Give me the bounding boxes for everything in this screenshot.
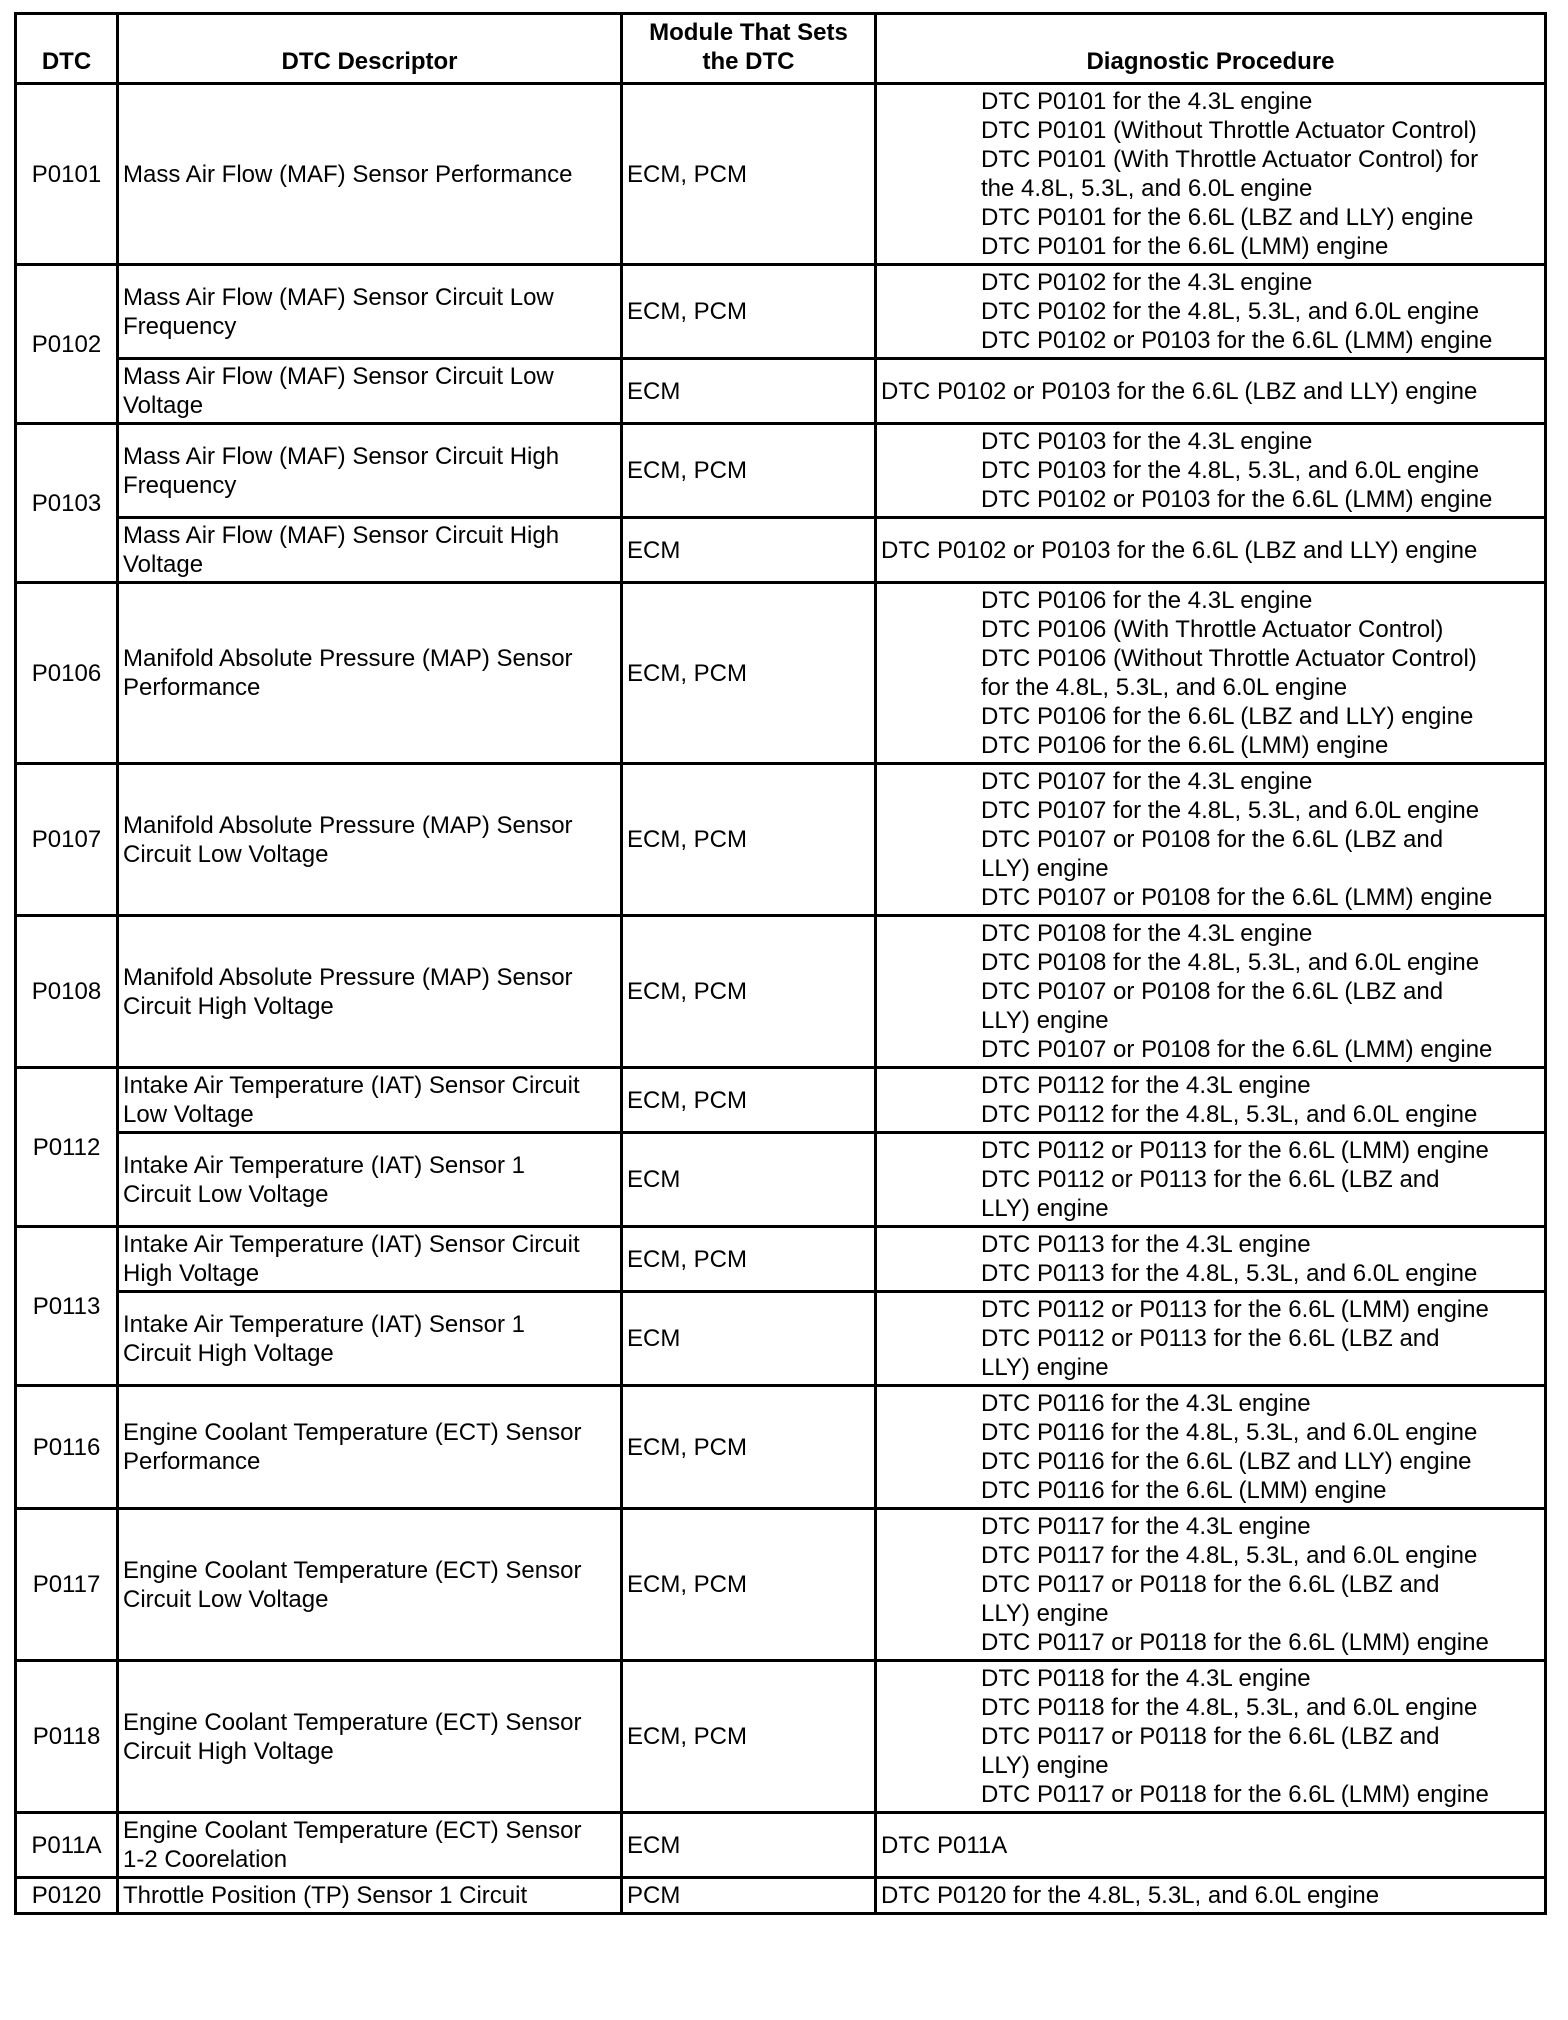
header-descriptor: DTC Descriptor xyxy=(118,14,622,84)
table-row xyxy=(16,424,1546,518)
diagnostic-procedure-cell xyxy=(876,1386,1546,1509)
procedure-line: DTC P0102 or P0103 for the 6.6L (LBZ and LLY) engine xyxy=(881,377,1478,405)
dtc-descriptor-cell: Mass Air Flow (MAF) Sensor Circuit Low Frequency xyxy=(118,265,622,359)
procedure-line: DTC P0107 or P0108 for the 6.6L (LBZ and xyxy=(981,826,1444,853)
dtc-code-cell: P0102 xyxy=(16,265,118,424)
procedure-line: DTC P0102 for the 4.8L, 5.3L, and 6.0L engine xyxy=(981,298,1480,325)
module-cell: ECM, PCM xyxy=(622,916,876,1068)
header-procedure: Diagnostic Procedure xyxy=(876,14,1546,84)
procedure-line: DTC P0116 for the 4.3L engine xyxy=(981,1390,1311,1417)
procedure-line: the 4.8L, 5.3L, and 6.0L engine xyxy=(981,175,1313,202)
procedure-line: LLY) engine xyxy=(981,1195,1109,1222)
procedure-line: DTC P0117 or P0118 for the 6.6L (LBZ and xyxy=(981,1571,1440,1598)
procedure-line: DTC P0106 for the 6.6L (LBZ and LLY) engine xyxy=(981,703,1474,730)
diagnostic-procedure-cell xyxy=(876,764,1546,916)
procedure-line: DTC P0113 for the 4.8L, 5.3L, and 6.0L engine xyxy=(981,1260,1478,1287)
dtc-code-cell: P0120 xyxy=(16,1878,118,1914)
module-cell: ECM, PCM xyxy=(622,1068,876,1133)
procedure-line: DTC P0101 for the 6.6L (LBZ and LLY) engine xyxy=(981,204,1474,231)
diagnostic-procedure-cell xyxy=(876,1133,1546,1227)
table-row xyxy=(16,1509,1546,1661)
module-cell: ECM, PCM xyxy=(622,583,876,764)
table-row xyxy=(16,1813,1546,1878)
module-cell: ECM, PCM xyxy=(622,1661,876,1813)
diagnostic-procedure-cell xyxy=(876,1292,1546,1386)
dtc-descriptor-cell: Intake Air Temperature (IAT) Sensor Circuit High Voltage xyxy=(118,1227,622,1292)
module-cell: ECM, PCM xyxy=(622,84,876,265)
dtc-descriptor-cell: Engine Coolant Temperature (ECT) Sensor 1-2 Coorelation xyxy=(118,1813,622,1878)
procedure-line: DTC P0117 or P0118 for the 6.6L (LBZ and xyxy=(981,1723,1440,1750)
procedure-line: DTC P0103 for the 4.8L, 5.3L, and 6.0L engine xyxy=(981,457,1480,484)
diagnostic-procedure-cell xyxy=(876,359,1546,424)
procedure-line: DTC P0107 or P0108 for the 6.6L (LMM) engine xyxy=(981,884,1493,911)
procedure-line: DTC P0107 or P0108 for the 6.6L (LMM) engine xyxy=(981,1036,1493,1063)
diagnostic-procedure-cell xyxy=(876,1509,1546,1661)
dtc-code-cell: P0106 xyxy=(16,583,118,764)
dtc-code-cell: P0113 xyxy=(16,1227,118,1386)
dtc-descriptor-cell: Mass Air Flow (MAF) Sensor Circuit Low Voltage xyxy=(118,359,622,424)
dtc-descriptor-cell: Intake Air Temperature (IAT) Sensor Circuit Low Voltage xyxy=(118,1068,622,1133)
diagnostic-procedure-cell xyxy=(876,916,1546,1068)
procedure-line: DTC P0120 for the 4.8L, 5.3L, and 6.0L engine xyxy=(881,1882,1380,1909)
dtc-descriptor-cell: Engine Coolant Temperature (ECT) Sensor Circuit High Voltage xyxy=(118,1661,622,1813)
table-row xyxy=(16,916,1546,1068)
table-row xyxy=(16,265,1546,359)
module-cell: ECM xyxy=(622,1133,876,1227)
module-cell: ECM xyxy=(622,359,876,424)
dtc-code-cell: P0112 xyxy=(16,1068,118,1227)
procedure-line: DTC P0101 for the 6.6L (LMM) engine xyxy=(981,233,1389,260)
procedure-line: DTC P011A xyxy=(881,1831,1008,1859)
header-module-line1: Module That Sets xyxy=(649,19,848,46)
diagnostic-procedure-cell xyxy=(876,1878,1546,1914)
dtc-descriptor-cell: Manifold Absolute Pressure (MAP) Sensor Circuit Low Voltage xyxy=(118,764,622,916)
table-row xyxy=(16,1386,1546,1509)
procedure-line: DTC P0113 for the 4.3L engine xyxy=(981,1231,1311,1258)
header-module-line2: the DTC xyxy=(702,48,795,75)
table-header-row xyxy=(16,14,1546,84)
module-cell: PCM xyxy=(622,1878,876,1914)
procedure-line: DTC P0116 for the 6.6L (LBZ and LLY) engine xyxy=(981,1448,1472,1475)
table-row xyxy=(16,1068,1546,1133)
procedure-line: LLY) engine xyxy=(981,1752,1109,1779)
diagnostic-procedure-cell xyxy=(876,265,1546,359)
header-dtc: DTC xyxy=(16,14,118,84)
dtc-code-cell: P011A xyxy=(16,1813,118,1878)
module-cell: ECM, PCM xyxy=(622,764,876,916)
procedure-line: DTC P0108 for the 4.8L, 5.3L, and 6.0L engine xyxy=(981,949,1480,976)
dtc-code-cell: P0117 xyxy=(16,1509,118,1661)
header-module xyxy=(622,14,876,84)
dtc-table xyxy=(14,12,1547,1915)
procedure-line: DTC P0117 or P0118 for the 6.6L (LMM) engine xyxy=(981,1781,1489,1808)
procedure-line: DTC P0117 for the 4.3L engine xyxy=(981,1513,1311,1540)
table-body xyxy=(16,84,1546,1914)
module-cell: ECM, PCM xyxy=(622,1386,876,1509)
procedure-line: DTC P0107 for the 4.3L engine xyxy=(981,768,1313,795)
diagnostic-procedure-cell xyxy=(876,84,1546,265)
dtc-descriptor-cell: Manifold Absolute Pressure (MAP) Sensor Performance xyxy=(118,583,622,764)
procedure-line: DTC P0106 for the 6.6L (LMM) engine xyxy=(981,732,1389,759)
procedure-line: for the 4.8L, 5.3L, and 6.0L engine xyxy=(981,674,1348,701)
diagnostic-procedure-cell xyxy=(876,518,1546,583)
procedure-line: DTC P0102 or P0103 for the 6.6L (LMM) engine xyxy=(981,327,1493,354)
table-row xyxy=(16,764,1546,916)
procedure-line: DTC P0106 (Without Throttle Actuator Control) xyxy=(981,645,1477,672)
diagnostic-procedure-cell xyxy=(876,1227,1546,1292)
dtc-code-cell: P0108 xyxy=(16,916,118,1068)
dtc-code-cell: P0107 xyxy=(16,764,118,916)
dtc-table-container xyxy=(14,12,1544,1915)
dtc-descriptor-cell: Intake Air Temperature (IAT) Sensor 1 Circuit Low Voltage xyxy=(118,1133,622,1227)
procedure-line: LLY) engine xyxy=(981,855,1109,882)
procedure-line: LLY) engine xyxy=(981,1007,1109,1034)
procedure-line: DTC P0116 for the 4.8L, 5.3L, and 6.0L engine xyxy=(981,1419,1478,1446)
dtc-code-cell: P0101 xyxy=(16,84,118,265)
procedure-line: DTC P0102 or P0103 for the 6.6L (LMM) engine xyxy=(981,486,1493,513)
module-cell: ECM xyxy=(622,1292,876,1386)
procedure-line: DTC P0117 or P0118 for the 6.6L (LMM) engine xyxy=(981,1629,1489,1656)
table-row xyxy=(16,359,1546,424)
dtc-descriptor-cell: Engine Coolant Temperature (ECT) Sensor Circuit Low Voltage xyxy=(118,1509,622,1661)
procedure-line: DTC P0112 or P0113 for the 6.6L (LBZ and xyxy=(981,1325,1440,1352)
procedure-line: DTC P0101 (With Throttle Actuator Control) for xyxy=(981,146,1479,173)
dtc-descriptor-cell: Manifold Absolute Pressure (MAP) Sensor Circuit High Voltage xyxy=(118,916,622,1068)
procedure-line: DTC P0107 or P0108 for the 6.6L (LBZ and xyxy=(981,978,1444,1005)
module-cell: ECM, PCM xyxy=(622,265,876,359)
dtc-code-cell: P0118 xyxy=(16,1661,118,1813)
table-row xyxy=(16,1227,1546,1292)
table-row xyxy=(16,518,1546,583)
diagnostic-procedure-cell xyxy=(876,424,1546,518)
procedure-line: LLY) engine xyxy=(981,1600,1109,1627)
dtc-descriptor-cell: Intake Air Temperature (IAT) Sensor 1 Circuit High Voltage xyxy=(118,1292,622,1386)
procedure-line: DTC P0102 for the 4.3L engine xyxy=(981,269,1313,296)
procedure-line: DTC P0103 for the 4.3L engine xyxy=(981,428,1313,455)
module-cell: ECM, PCM xyxy=(622,1509,876,1661)
table-row xyxy=(16,1878,1546,1914)
dtc-descriptor-cell: Mass Air Flow (MAF) Sensor Circuit High Frequency xyxy=(118,424,622,518)
module-cell: ECM xyxy=(622,1813,876,1878)
diagnostic-procedure-cell xyxy=(876,583,1546,764)
table-row xyxy=(16,583,1546,764)
dtc-descriptor-cell: Engine Coolant Temperature (ECT) Sensor Performance xyxy=(118,1386,622,1509)
procedure-line: LLY) engine xyxy=(981,1354,1109,1381)
diagnostic-procedure-cell xyxy=(876,1068,1546,1133)
procedure-line: DTC P0108 for the 4.3L engine xyxy=(981,920,1313,947)
procedure-line: DTC P0112 for the 4.8L, 5.3L, and 6.0L engine xyxy=(981,1101,1478,1128)
module-cell: ECM, PCM xyxy=(622,424,876,518)
procedure-line: DTC P0116 for the 6.6L (LMM) engine xyxy=(981,1477,1387,1504)
procedure-line: DTC P0118 for the 4.3L engine xyxy=(981,1665,1311,1692)
procedure-line: DTC P0112 or P0113 for the 6.6L (LMM) engine xyxy=(981,1296,1489,1323)
table-row xyxy=(16,1661,1546,1813)
dtc-code-cell: P0103 xyxy=(16,424,118,583)
procedure-line: DTC P0102 or P0103 for the 6.6L (LBZ and LLY) engine xyxy=(881,536,1478,564)
diagnostic-procedure-cell xyxy=(876,1813,1546,1878)
diagnostic-procedure-cell xyxy=(876,1661,1546,1813)
procedure-line: DTC P0112 for the 4.3L engine xyxy=(981,1072,1311,1099)
procedure-line: DTC P0106 for the 4.3L engine xyxy=(981,587,1313,614)
table-row xyxy=(16,1292,1546,1386)
table-row xyxy=(16,84,1546,265)
dtc-descriptor-cell: Mass Air Flow (MAF) Sensor Circuit High Voltage xyxy=(118,518,622,583)
procedure-line: DTC P0101 for the 4.3L engine xyxy=(981,88,1313,115)
procedure-line: DTC P0117 for the 4.8L, 5.3L, and 6.0L engine xyxy=(981,1542,1478,1569)
procedure-line: DTC P0101 (Without Throttle Actuator Control) xyxy=(981,117,1477,144)
dtc-descriptor-cell: Mass Air Flow (MAF) Sensor Performance xyxy=(118,84,622,265)
module-cell: ECM, PCM xyxy=(622,1227,876,1292)
dtc-code-cell: P0116 xyxy=(16,1386,118,1509)
procedure-line: DTC P0107 for the 4.8L, 5.3L, and 6.0L engine xyxy=(981,797,1480,824)
procedure-line: DTC P0112 or P0113 for the 6.6L (LMM) engine xyxy=(981,1137,1489,1164)
table-row xyxy=(16,1133,1546,1227)
procedure-line: DTC P0106 (With Throttle Actuator Control) xyxy=(981,616,1444,643)
dtc-descriptor-cell: Throttle Position (TP) Sensor 1 Circuit xyxy=(118,1878,622,1914)
procedure-line: DTC P0112 or P0113 for the 6.6L (LBZ and xyxy=(981,1166,1440,1193)
procedure-line: DTC P0118 for the 4.8L, 5.3L, and 6.0L engine xyxy=(981,1694,1478,1721)
module-cell: ECM xyxy=(622,518,876,583)
